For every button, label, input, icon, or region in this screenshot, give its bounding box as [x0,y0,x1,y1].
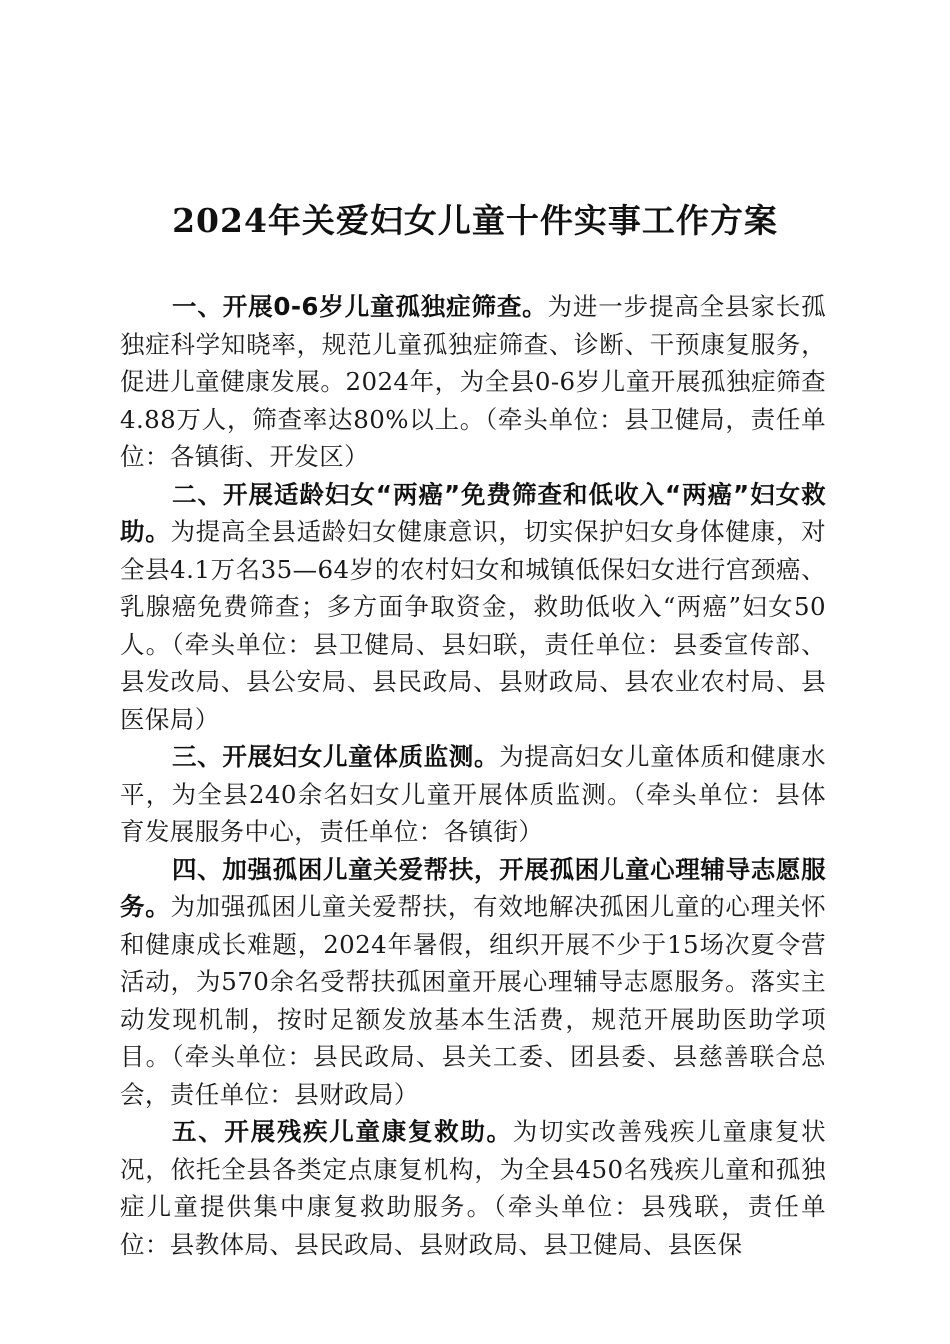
item-1-heading: 一、开展0-6岁儿童孤独症筛查。 [172,292,548,321]
item-5-paragraph [120,1113,826,1263]
item-3-text: 为提高妇女儿童体质和健康水平，为全县240余名妇女儿童开展体质监测。（牵头单位：县体育发展服务中心，责任单位：各镇街） [120,742,827,846]
item-2-paragraph [120,476,826,739]
document-body [120,288,826,1263]
item-5-text: 为切实改善残疾儿童康复状况，依托全县各类定点康复机构，为全县450名残疾儿童和孤独症儿童提供集中康复救助服务。（牵头单位：县残联，责任单位：县教体局、县民政局、县财政局、县卫健局、县医保 [120,1117,826,1259]
item-1-paragraph [120,288,826,476]
item-4-text: 为加强孤困儿童关爱帮扶，有效地解决孤困儿童的心理关怀和健康成长难题，2024年暑假，组织开展不少于15场次夏令营活动，为570余名受帮扶孤困童开展心理辅导志愿服务。落实主动发现机制，按时足额发放基本生活费，规范开展助医助学项目。（牵头单位：县民政局、县关工委、团县委、县慈善联合总会，责任单位：县财政局） [120,892,826,1109]
item-2-text: 为提高全县适龄妇女健康意识，切实保护妇女身体健康，对全县4.1万名35—64岁的农村妇女和城镇低保妇女进行宫颈癌、乳腺癌免费筛查；多方面争取资金，救助低收入“两癌”妇女50人。（牵头单位：县卫健局、县妇联，责任单位：县委宣传部、县发改局、县公安局、县民政局、县财政局、县农业农村局、县医保局） [120,517,826,734]
item-1-text: 为进一步提高全县家长孤独症科学知晓率，规范儿童孤独症筛查、诊断、干预康复服务，促进儿童健康发展。2024年，为全县0-6岁儿童开展孤独症筛查4.88万人，筛查率达80%以上。（牵头单位：县卫健局，责任单位：各镇街、开发区） [120,292,826,471]
item-4-heading: 四、加强孤困儿童关爱帮扶，开展孤困儿童心理辅导志愿服务。 [120,854,826,921]
item-4-paragraph [120,851,826,1114]
item-2-heading: 二、开展适龄妇女“两癌”免费筛查和低收入“两癌”妇女救助。 [120,479,826,546]
item-5-heading: 五、开展残疾儿童康复救助。 [172,1117,513,1146]
document-title: 2024年关爱妇女儿童十件实事工作方案 [172,201,778,240]
item-3-heading: 三、开展妇女儿童体质监测。 [172,742,500,771]
item-3-paragraph [120,738,826,851]
